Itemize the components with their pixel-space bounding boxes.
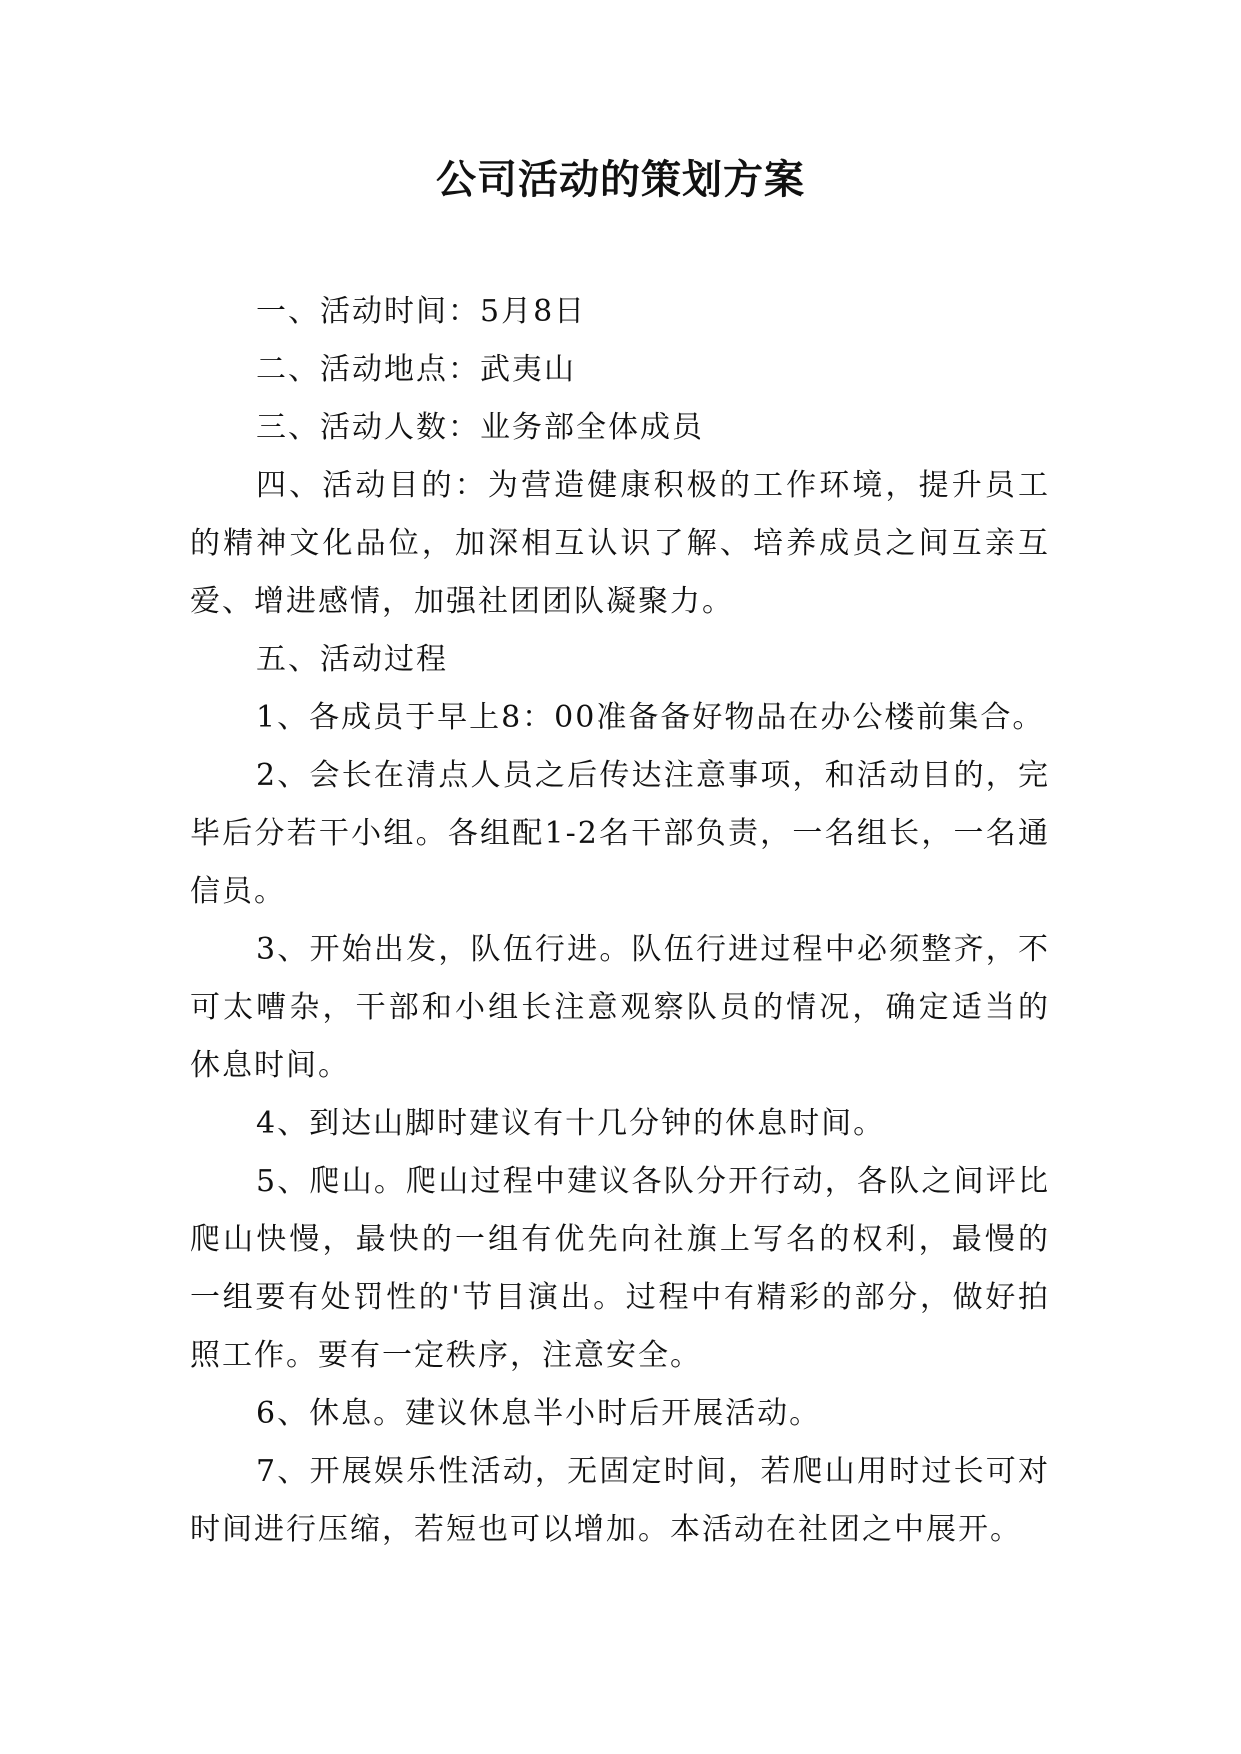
paragraph-activity-purpose: 四、活动目的：为营造健康积极的工作环境，提升员工的精神文化品位，加深相互认识了解、培养成员之间互亲互爱、增进感情，加强社团团队凝聚力。 bbox=[190, 468, 1050, 619]
paragraph-step-1: 1、各成员于早上8：00准备备好物品在办公楼前集合。 bbox=[256, 700, 1045, 735]
paragraph-step-5: 5、爬山。爬山过程中建议各队分开行动，各队之间评比爬山快慢，最快的一组有优先向社旗上写名的权利，最慢的一组要有处罚性的'节目演出。过程中有精彩的部分，做好拍照工作。要有一定秩序，注意安全。 bbox=[190, 1164, 1050, 1373]
paragraph-step-6: 6、休息。建议休息半小时后开展活动。 bbox=[256, 1396, 822, 1431]
paragraph-activity-process-heading: 五、活动过程 bbox=[256, 642, 448, 677]
paragraph-step-2: 2、会长在清点人员之后传达注意事项，和活动目的，完毕后分若干小组。各组配1-2名干部负责，一名组长，一名通信员。 bbox=[190, 758, 1050, 909]
paragraph-activity-time: 一、活动时间：5月8日 bbox=[256, 294, 587, 329]
paragraph-activity-location: 二、活动地点：武夷山 bbox=[256, 352, 576, 387]
paragraph-step-7: 7、开展娱乐性活动，无固定时间，若爬山用时过长可对时间进行压缩，若短也可以增加。本活动在社团之中展开。 bbox=[190, 1454, 1050, 1547]
document-body bbox=[190, 283, 1050, 1559]
paragraph-activity-participants: 三、活动人数：业务部全体成员 bbox=[256, 410, 704, 445]
document-title: 公司活动的策划方案 bbox=[436, 157, 805, 203]
paragraph-step-3: 3、开始出发，队伍行进。队伍行进过程中必须整齐，不可太嘈杂，干部和小组长注意观察队员的情况，确定适当的休息时间。 bbox=[190, 932, 1050, 1083]
paragraph-step-4: 4、到达山脚时建议有十几分钟的休息时间。 bbox=[256, 1106, 886, 1141]
